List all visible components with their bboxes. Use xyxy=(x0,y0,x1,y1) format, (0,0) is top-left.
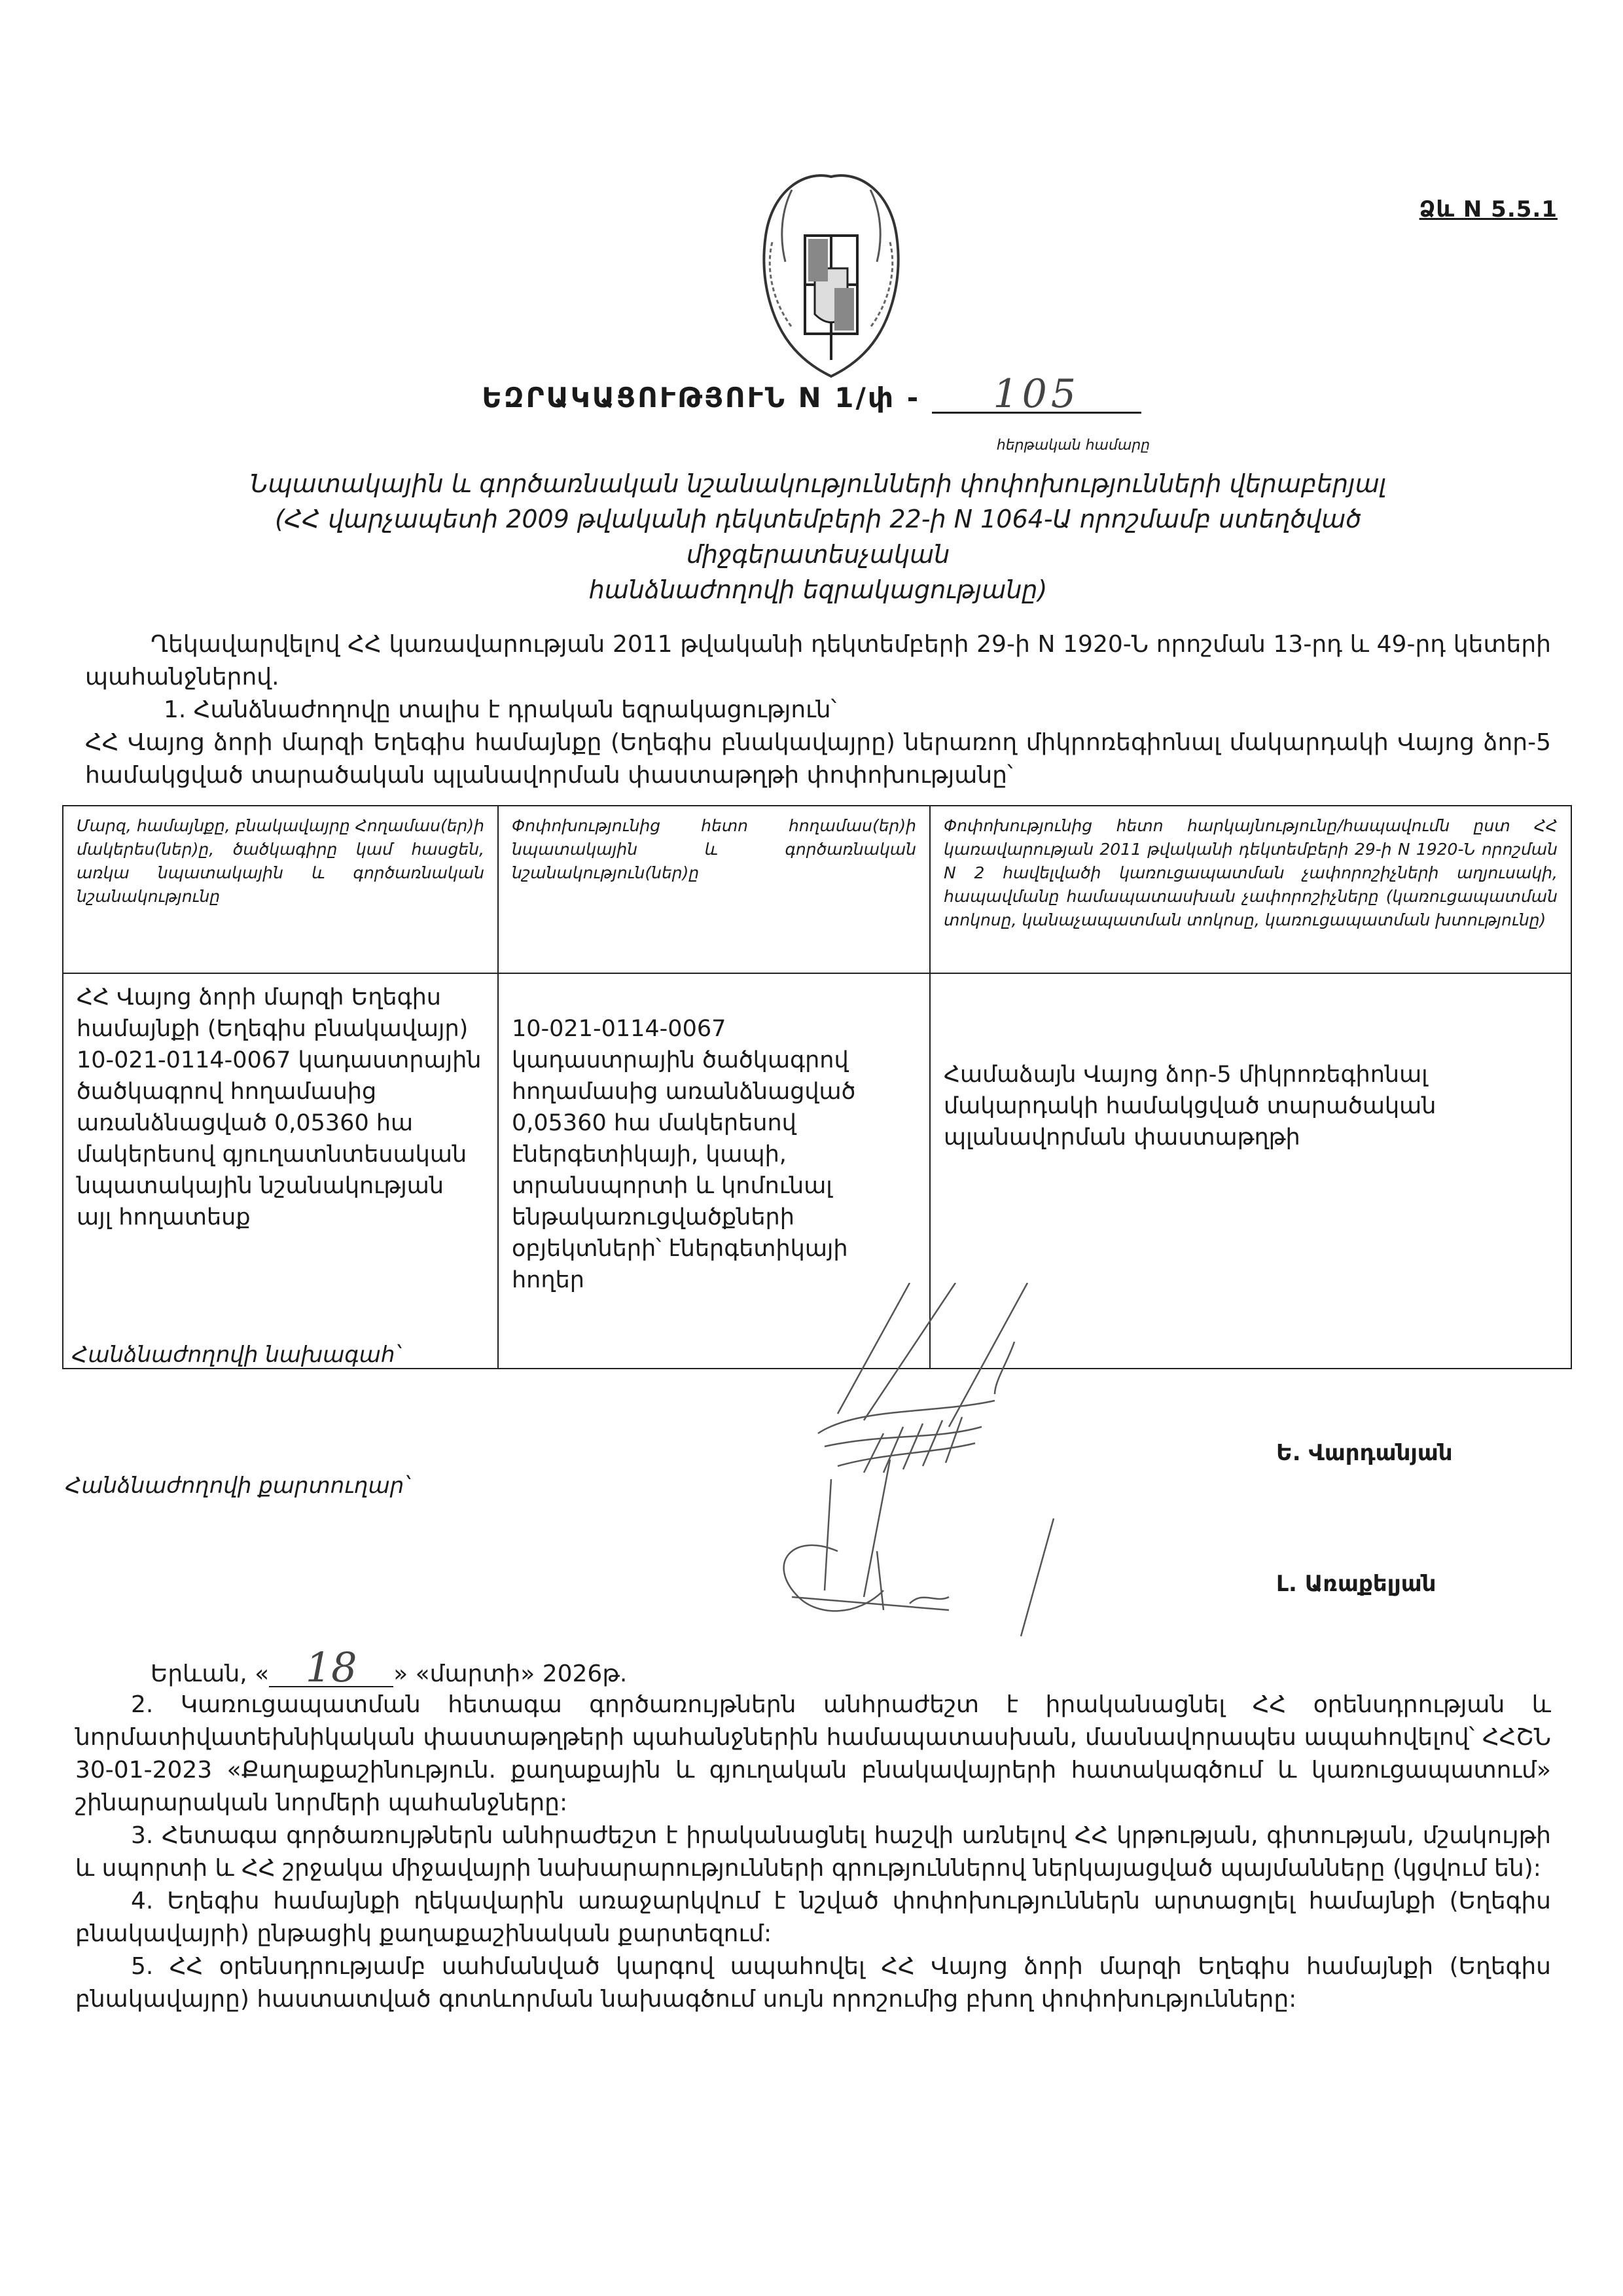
secretary-label: Հանձնաժողովի քարտուղար՝ xyxy=(65,1473,410,1499)
chair-name: Ե. Վարդանյան xyxy=(1276,1440,1453,1466)
table-cell: Համաձայն Վայոց ձոր-5 միկրոռեգիոնալ մակարդակի համակցված տարածական պլանավորման փաստաթղթի xyxy=(930,973,1571,1369)
chair-label: Հանձնաժողովի նախագահ՝ xyxy=(72,1342,401,1368)
secretary-name: Լ. Առաքելյան xyxy=(1276,1571,1436,1597)
document-subtitle xyxy=(144,466,1492,607)
table-header-cell: Մարզ, համայնքը, բնակավայրը Հողամաս(եր)ի մակերես(ներ)ը, ծածկագիրը կամ հասցեն, առկա նպատակային և գործառնական նշանակությունը xyxy=(63,806,498,973)
item-1 xyxy=(85,694,1551,792)
subtitle-line: (ՀՀ վարչապետի 2009 թվականի դեկտեմբերի 22-ի N 1064-Ա որոշմամբ ստեղծված միջգերատեսչական xyxy=(275,505,1361,569)
table-cell: ՀՀ Վայոց ձորի մարզի Եղեգիս համայնքի (Եղեգիս բնակավայր) 10-021-0114-0067 կադաստրային ծածկագրով հողամասից առանձնացված 0,05360 հա մակերեսով գյուղատնտեսական նպատակային նշանակության այլ հողատեսք xyxy=(63,973,498,1369)
subtitle-line: հանձնաժողովի եզրակացությանը) xyxy=(588,575,1048,604)
date-day: 18 xyxy=(269,1649,393,1687)
date-city: Երևան, « xyxy=(151,1660,270,1687)
date-month-year: » «մարտի» 2026թ. xyxy=(393,1660,628,1687)
table-header-cell: Փոփոխությունից հետո հողամաս(եր)ի նպատակային և գործառնական նշանակություն(ներ)ը xyxy=(498,806,930,973)
document-title xyxy=(0,371,1623,417)
signing-date xyxy=(151,1643,628,1691)
point-4: 4. Եղեգիս համայնքի ղեկավարին առաջարկվում է նշված փոփոխություններն արտացոլել համայնքի (Եղեգիս բնակավայրի) ընթացիկ քաղաքաշինական քարտեզում: xyxy=(75,1888,1551,1947)
table-header-row xyxy=(63,806,1571,973)
handwritten-signature xyxy=(687,1283,1276,1649)
table-cell: 10-021-0114-0067 կադաստրային ծածկագրով հողամասից առանձնացված 0,05360 հա մակերեսով էներգետիկայի, կապի, տրանսպորտի և կոմունալ ենթակառուցվածքների օբյեկտների՝ էներգետիկայի հողեր xyxy=(498,973,930,1369)
point-2: 2. Կառուցապատման հետագա գործառույթներն անհրաժեշտ է իրականացնել ՀՀ օրենսդրության և նորմատիվատեխնիկական փաստաթղթերի պահանջներին համապատասխան, մասնավորապես ապահովելով՝ ՀՀՇՆ 30-01-2023 «Քաղաքաշինություն. քաղաքային և գյուղական բնակավայրերի հատակագծում և կառուցապատում» շինարարական նորմերի պահանջները: xyxy=(75,1691,1551,1816)
point-3: 3. Հետագա գործառույթներն անհրաժեշտ է իրականացնել հաշվի առնելով ՀՀ կրթության, գիտության, մշակույթի և սպորտի և ՀՀ շրջակա միջավայրի նախարարությունների գրություններով ներկայացված պայմանները (կցվում են): xyxy=(75,1822,1551,1882)
table-header-cell: Փոփոխությունից հետո հարկայնությունը/հապավումն ըստ ՀՀ կառավարության 2011 թվականի դեկտեմբերի 29-ի N 1920-Ն որոշման N 2 հավելվածի կառուցապատման չափորոշիչների աղյուսակի, հապավմանը համապատասխան չափորոշիչները (կառուցապատման տոկոսը, կանաչապատման տոկոսը, կառուցապատման խտությունը) xyxy=(930,806,1571,973)
title-prefix: ԵԶՐԱԿԱՑՈՒԹՅՈՒՆ N 1/փ - xyxy=(482,382,921,414)
form-number: Ձև N 5.5.1 xyxy=(1419,196,1558,223)
subtitle-line: Նպատակային և գործառնական նշանակությունների փոփոխությունների վերաբերյալ xyxy=(249,469,1387,498)
point-5: 5. ՀՀ օրենսդրությամբ սահմանված կարգով ապահովել ՀՀ Վայոց ձորի մարզի Եղեգիս համայնքի (Եղեգիս բնակավայրը) հաստատված գոտևորման նախագծում սույն որոշումից բխող փոփոխությունները: xyxy=(75,1953,1551,2013)
item-1-lead: 1. Հանձնաժողովը տալիս է դրական եզրակացություն՝ xyxy=(164,696,837,723)
registration-caption: հերթական համարը xyxy=(996,437,1150,454)
numbered-points xyxy=(75,1689,1551,2016)
item-1-text: ՀՀ Վայոց ձորի մարզի Եղեգիս համայնքը (Եղեգիս բնակավայրը) ներառող միկրոռեգիոնալ մակարդակի Վայոց ձոր-5 համակցված տարածական պլանավորման փաստաթղթի փոփոխությանը՝ xyxy=(85,729,1551,789)
registration-number: 105 xyxy=(932,376,1141,414)
intro-paragraph: Ղեկավարվելով ՀՀ կառավարության 2011 թվականի դեկտեմբերի 29-ի N 1920-Ն որոշման 13-րդ և 49-րդ կետերի պահանջներով. xyxy=(85,631,1551,691)
coat-of-arms-icon xyxy=(746,164,916,380)
